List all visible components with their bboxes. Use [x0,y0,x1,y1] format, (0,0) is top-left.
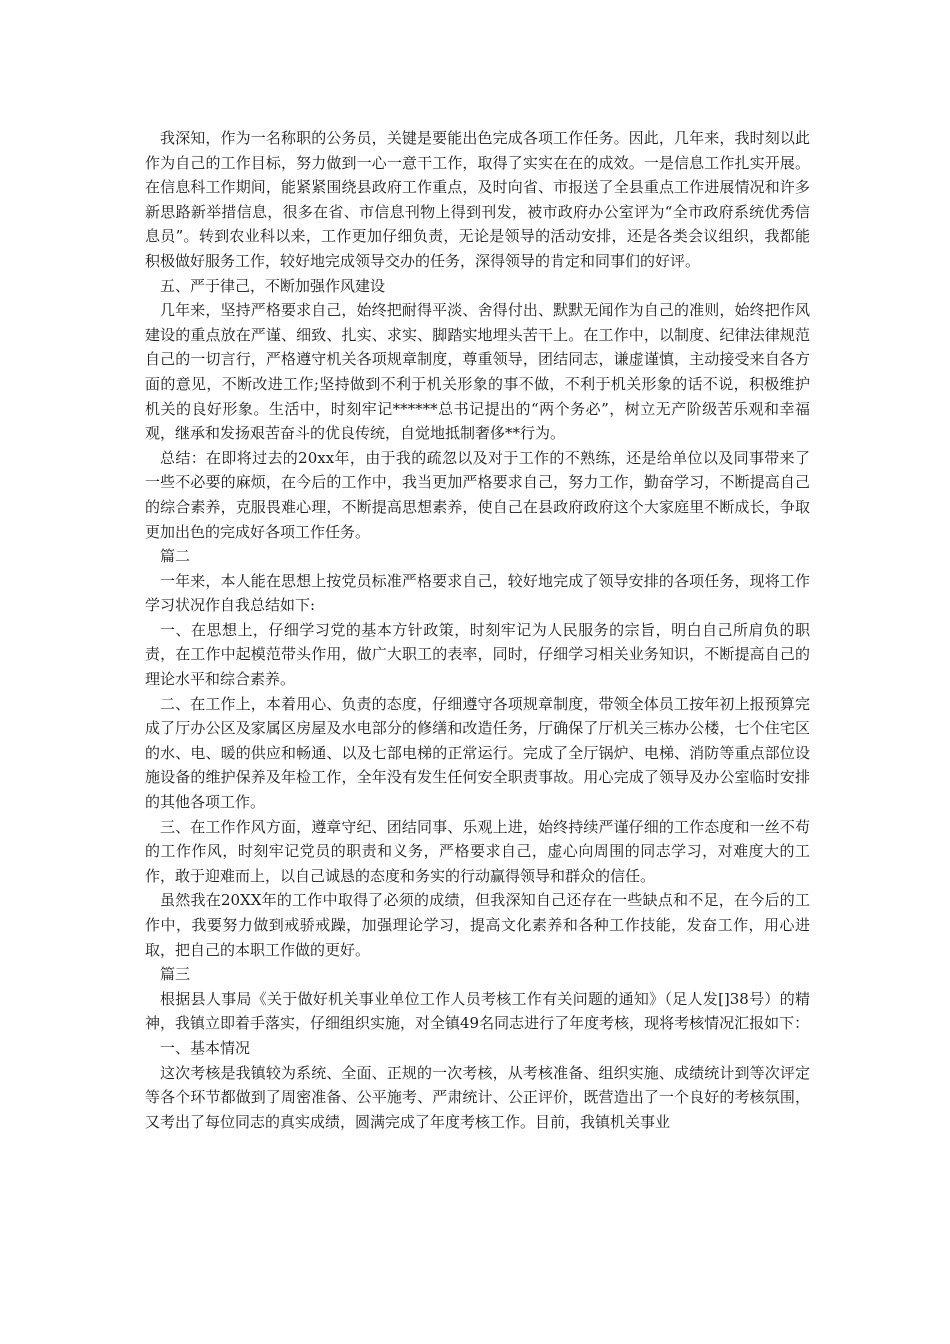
paragraph-part-two-intro: 一年来，本人能在思想上按党员标准严格要求自己，较好地完成了领导安排的各项任务，现将工作学习状况作自我总结如下: [145,571,810,615]
paragraph-summary: 总结：在即将过去的20xx年，由于我的疏忽以及对于工作的不熟练，还是给单位以及同事带来了一些不必要的麻烦，在今后的工作中，我当更加严格要求自己，努力工作，勤奋学习，不断提高自己的综合素养，克服畏难心理，不断提高思想素养，使自己在县政府政府这个大家庭里不断成长，争取更加出色的完成好各项工作任务。 [145,448,810,541]
paragraph-work-style: 三、在工作作风方面，遵章守纪、团结同事、乐观上进，始终持续严谨仔细的工作态度和一丝不苟的工作作风，时刻牢记党员的职责和义务，严格要求自己，虚心向周围的同志学习，对难度大的工作，敢于迎难而上，以自己诚恳的态度和务实的行动赢得领导和群众的信任。 [145,817,810,885]
part-two-heading: 篇二 [160,547,191,566]
part-three-heading: 篇三 [160,965,191,984]
paragraph-diligence: 我深知，作为一名称职的公务员，关键是要能出色完成各项工作任务。因此，几年来，我时刻以此作为自己的工作目标，努力做到一心一意干工作，取得了实实在在的成效。一是信息工作扎实开展。在信息科工作期间，能紧紧围绕县政府工作重点，及时向省、市报送了全县重点工作进展情况和许多新思路新举措信息，很多在省、市信息刊物上得到刊发，被市政府办公室评为“全市政府系统优秀信息员”。转到农业科以来，工作更加仔细负责，无论是领导的活动安排，还是各类会议组织，我都能积极做好服务工作，较好地完成领导交办的任务，深得领导的肯定和同事们的好评。 [145,129,810,270]
paragraph-ideology: 一、在思想上，仔细学习党的基本方针政策，时刻牢记为人民服务的宗旨，明白自己所肩负的职责，在工作中起模范带头作用，做广大职工的表率，同时，仔细学习相关业务知识，不断提高自己的理论水平和综合素养。 [145,620,810,689]
paragraph-work: 二、在工作上，本着用心、负责的态度，仔细遵守各项规章制度，带领全体员工按年初上报预算完成了厅办公区及家属区房屋及水电部分的修缮和改造任务，厅确保了厅机关三栋办公楼，七个住宅区的水、电、暖的供应和畅通、以及七部电梯的正常运行。完成了全厅锅炉、电梯、消防等重点部位设施设备的维护保养及年检工作，全年没有发生任何安全职责事故。用心完成了领导及办公室临时安排的其他各项工作。 [145,694,810,812]
paragraph-part-three-intro: 根据县人事局《关于做好机关事业单位工作人员考核工作有关问题的通知》（足人发[]38号）的精神，我镇立即着手落实，仔细组织实施，对全镇49名同志进行了年度考核，现将考核情况汇报如下： [145,989,810,1033]
paragraph-basic-info: 这次考核是我镇较为系统、全面、正规的一次考核，从考核准备、组织实施、成绩统计到等次评定等各个环节都做到了周密准备、公平施考、严肃统计、公正评价，既营造出了一个良好的考核氛围，又考出了每位同志的真实成绩，圆满完成了年度考核工作。目前，我镇机关事业 [145,1063,810,1131]
section-heading-five: 五、严于律己，不断加强作风建设 [160,276,386,295]
paragraph-discipline: 几年来，坚持严格要求自己，始终把耐得平淡、舍得付出、默默无闻作为自己的准则，始终把作风建设的重点放在严谨、细致、扎实、求实、脚踏实地埋头苦干上。在工作中，以制度、纪律法律规范自己的一切言行，严格遵守机关各项规章制度，尊重领导，团结同志，谦虚谨慎，主动接受来自各方面的意见，不断改进工作;坚持做到不利于机关形象的事不做，不利于机关形象的话不说，积极维护机关的良好形象。生活中，时刻牢记******总书记提出的“两个务必”，树立无产阶级苦乐观和幸福观，继承和发扬艰苦奋斗的优良传统，自觉地抵制奢侈**行为。 [145,301,810,443]
section-heading-basic-info: 一、基本情况 [160,1038,251,1057]
document-page [145,126,810,1134]
paragraph-shortcomings: 虽然我在20XX年的工作中取得了必须的成绩，但我深知自己还存在一些缺点和不足，在今后的工作中，我要努力做到戒骄戒躁，加强理论学习，提高文化素养和各种工作技能，发奋工作，用心进取，把自己的本职工作做的更好。 [145,891,810,959]
